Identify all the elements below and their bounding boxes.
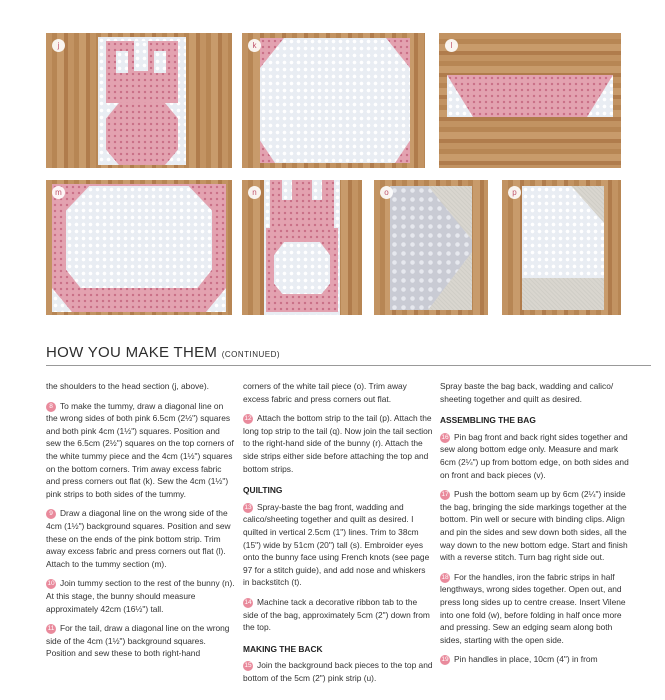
white-tummy	[260, 38, 410, 163]
paragraph-text: corners of the white tail piece (o). Trim away excess fabric and press corners out flat.	[243, 381, 407, 404]
photo-label: l	[445, 39, 458, 52]
white-tummy	[66, 186, 212, 288]
step-number: 11	[47, 625, 55, 633]
step-number: 15	[244, 662, 252, 670]
heading-main: HOW YOU MAKE THEM	[46, 344, 218, 361]
step-8	[46, 400, 236, 501]
step-13	[243, 501, 433, 589]
step-text: For the tail, draw a diagonal line on the wrong side of the 4cm (1½") background squares. Position and sew these to both right-hand	[46, 623, 230, 659]
step-number: 17	[441, 491, 449, 499]
step-9	[46, 507, 236, 570]
step-text: Pin handles in place, 10cm (4") in from	[454, 654, 598, 665]
step-text: Machine tack a decorative ribbon tab to the side of the bag, approximately 5cm (2") down from the top.	[243, 596, 430, 633]
bunny-tummy	[106, 103, 178, 165]
step-number: 12	[244, 415, 252, 423]
step-14	[243, 596, 433, 634]
photo-label: j	[52, 39, 65, 52]
step-text: Spray-baste the bag front, wadding and calico/sheeting together and quilt as desired. I quilted in vertical 2.5cm (1") lines. Trim to 38cm (15") wide by 51cm (20") tall (s). Embroider eyes onto the bunny face using French knots (see page 97 for a stitch guide), and add nose and whiskers in backstitch (t).	[243, 501, 430, 588]
step-number: 10	[47, 580, 55, 588]
photo-n	[242, 180, 362, 315]
subheading-assembling: ASSEMBLING THE BAG	[440, 415, 536, 426]
photo-l	[439, 33, 621, 168]
photo-k	[242, 33, 425, 168]
paragraph	[243, 380, 433, 405]
column-1	[46, 380, 236, 667]
photo-p	[502, 180, 621, 315]
heading-continued: (CONTINUED)	[221, 350, 281, 359]
step-10	[46, 577, 236, 615]
photo-label: m	[52, 186, 65, 199]
step-text: Join the background back pieces to the top and bottom of the 5cm (2") pink strip (u).	[243, 660, 433, 683]
ear-right	[154, 51, 166, 73]
photo-label: o	[380, 186, 393, 199]
step-18	[440, 571, 630, 647]
ear-left	[282, 180, 292, 200]
paragraph-text: Spray baste the bag back, wadding and calico/ sheeting together and quilt as desired.	[440, 381, 614, 404]
paragraph	[440, 380, 630, 405]
step-16	[440, 431, 630, 481]
step-number: 19	[441, 656, 449, 664]
step-text: Attach the bottom strip to the tail (p). Attach the long top strip to the tail (q). Now join the tail section to the right-hand side of the bunny (r). Attach the side strips either side before attaching the top and bottom strips.	[243, 413, 433, 474]
step-text: Join tummy section to the rest of the bunny (n). At this stage, the bunny should measure approximately 42cm (16½") tall.	[46, 578, 235, 614]
paragraph-text: the shoulders to the head section (j, above).	[46, 381, 209, 391]
ear-gap	[134, 41, 148, 71]
step-19	[440, 653, 630, 666]
heading-rule	[46, 365, 651, 366]
subheading-making-back: MAKING THE BACK	[243, 643, 323, 654]
photo-m	[46, 180, 232, 315]
step-text: To make the tummy, draw a diagonal line on the wrong sides of both pink 6.5cm (2½") squares and both pink 4cm (1½") squares. Position and sew the 6.5cm (2½") squares on the top corners of the white tummy piece and the 4cm (1½") squares on the bottom corners. Trim away excess fabric and press corners out flat (k). Sew the 4cm (1½") pink strips to both sides of the tummy.	[46, 400, 234, 499]
step-12	[243, 412, 433, 475]
column-2	[243, 380, 433, 691]
photo-label: n	[248, 186, 261, 199]
photo-o	[374, 180, 488, 315]
step-number: 8	[46, 402, 56, 412]
bottom-strip	[447, 75, 613, 117]
step-15	[243, 659, 433, 684]
step-number: 18	[441, 573, 449, 581]
step-text: For the handles, iron the fabric strips in half lengthways, wrong sides together. Open out, and press long sides up to centre crease. Insert Vilene into one fold (w), before folding in half once more and pressing. Sew an edging seam along both sides, starting with the open side.	[440, 571, 626, 645]
photo-label: k	[248, 39, 261, 52]
bunny-head	[270, 180, 334, 228]
step-number: 14	[244, 598, 252, 606]
column-3	[440, 380, 630, 673]
step-number: 13	[244, 503, 252, 511]
step-17	[440, 488, 630, 564]
step-text: Pin bag front and back right sides together and sew along bottom edge only. Measure and mark 6cm (2¼") up from bottom edge, on both sides and on front and back pieces (v).	[440, 431, 629, 480]
subheading-quilting: QUILTING	[243, 485, 283, 496]
white-tummy	[274, 242, 330, 294]
ear-right	[312, 180, 322, 200]
step-11	[46, 622, 236, 660]
step-number: 9	[46, 509, 56, 519]
paragraph	[46, 380, 236, 393]
step-text: Draw a diagonal line on the wrong side of the 4cm (1½") background squares. Position and sew these on the ends of the pink bottom strip. Trim away excess fabric and press corners out flat (l). Attach to the tummy section (m).	[46, 508, 231, 569]
ear-left	[116, 51, 128, 73]
step-number: 16	[441, 433, 449, 441]
section-heading	[46, 344, 280, 361]
step-text: Push the bottom seam up by 6cm (2¼") inside the bag, bringing the side markings together at the bottom. Pin well or secure with binding clips. Align and pin the sides and sew down both sides, all the way down to the new bottom edge. Start and finish with a reverse stitch. Turn bag right side out.	[440, 489, 628, 563]
photo-label: p	[508, 186, 521, 199]
photo-j	[46, 33, 232, 168]
